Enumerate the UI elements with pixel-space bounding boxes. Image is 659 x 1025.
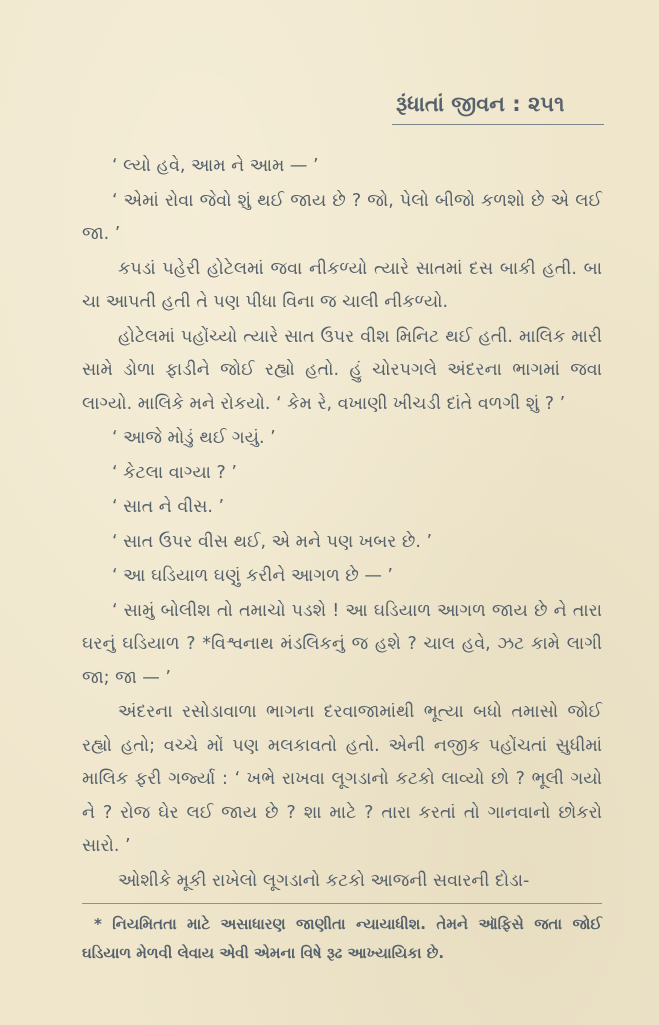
paragraph: ‘ આજે મોડું થઈ ગયું. ’ [112,428,276,448]
footnote: * નિયમિતતા માટે અસાધારણ જાણીતા ન્યાયાધીશ. તેમને ઑફિસે જતા જોઈ ઘડિયાળ મેળવી લેવાય એવી એમના વિષે રૂઢ આખ્યાયિકા છે. [82,915,602,962]
paragraph: ‘ સાત ને વીસ. ’ [112,497,225,517]
paragraph: કપડાં પહેરી હોટેલમાં જવા નીકળ્યો ત્યારે સાતમાં દસ બાકી હતી. બા ચા આપતી હતી તે પણ પીધા વિના જ ચાલી નીકળ્યો. [82,258,602,312]
paragraph: ઓશીકે મૂકી રાખેલો લૂગડાનો કટકો આજની સવારની દોડા- [118,870,530,891]
paragraph: ‘ આ ઘડિયાળ ઘણું કરીને આગળ છે — ’ [112,566,393,586]
paragraph: ‘ કેટલા વાગ્યા ? ’ [112,462,237,483]
paragraph: ‘ સામું બોલીશ તો તમાચો પડશે ! આ ઘડિયાળ આગળ જાય છે ને તારા ઘરનું ઘડિયાળ ? *વિશ્વનાથ મંડલિકનું જ હશે ? ચાલ હવે, ઝટ કામે લાગી જા; જા — ’ [82,600,602,688]
running-header: રૂંધાતાં જીવન : ૨૫૧ [396,92,565,116]
paragraph: ‘ લ્યો હવે, આમ ને આમ — ’ [112,156,319,176]
paragraph: ‘ એમાં રોવા જેવો શું થઈ જાય છે ? જો, પેલો બીજો કળશો છે એ લઈ જા. ’ [82,190,602,244]
paragraph: ‘ સાત ઉપર વીસ થઈ, એ મને પણ ખબર છે. ’ [112,531,433,552]
paragraph: અંદરના રસોડાવાળા ભાગના દરવાજામાંથી ભૂત્યા બધો તમાસો જોઈ રહ્યો હતો; વચ્ચે મોં પણ મલકાવતો હતો. એની નજીક પહોંચતાં સુધીમાં માલિક ફરી ગર્જ્યા : ‘ ખભે રાખવા લૂગડાનો કટકો લાવ્યો છો ? ભૂલી ગયો ને ? રોજ ઘેર લઈ જાય છે ? શા માટે ? તારા કરતાં તો ગાનવાનો છોકરો સારો. ’ [82,702,602,856]
paragraph: હોટેલમાં પહોંચ્યો ત્યારે સાત ઉપર વીશ મિનિટ થઈ હતી. માલિક મારી સામે ડોળા ફાડીને જોઈ રહ્યો હતો. હું ચોરપગલે અંદરના ભાગમાં જવા લાગ્યો. માલિકે મને રોકયો. ‘ કેમ રે, વખાણી ખીચડી દાંતે વળગી શું ? ’ [82,326,602,414]
footnote-divider [82,903,602,904]
body-text [82,150,602,898]
header-underline [392,124,604,125]
